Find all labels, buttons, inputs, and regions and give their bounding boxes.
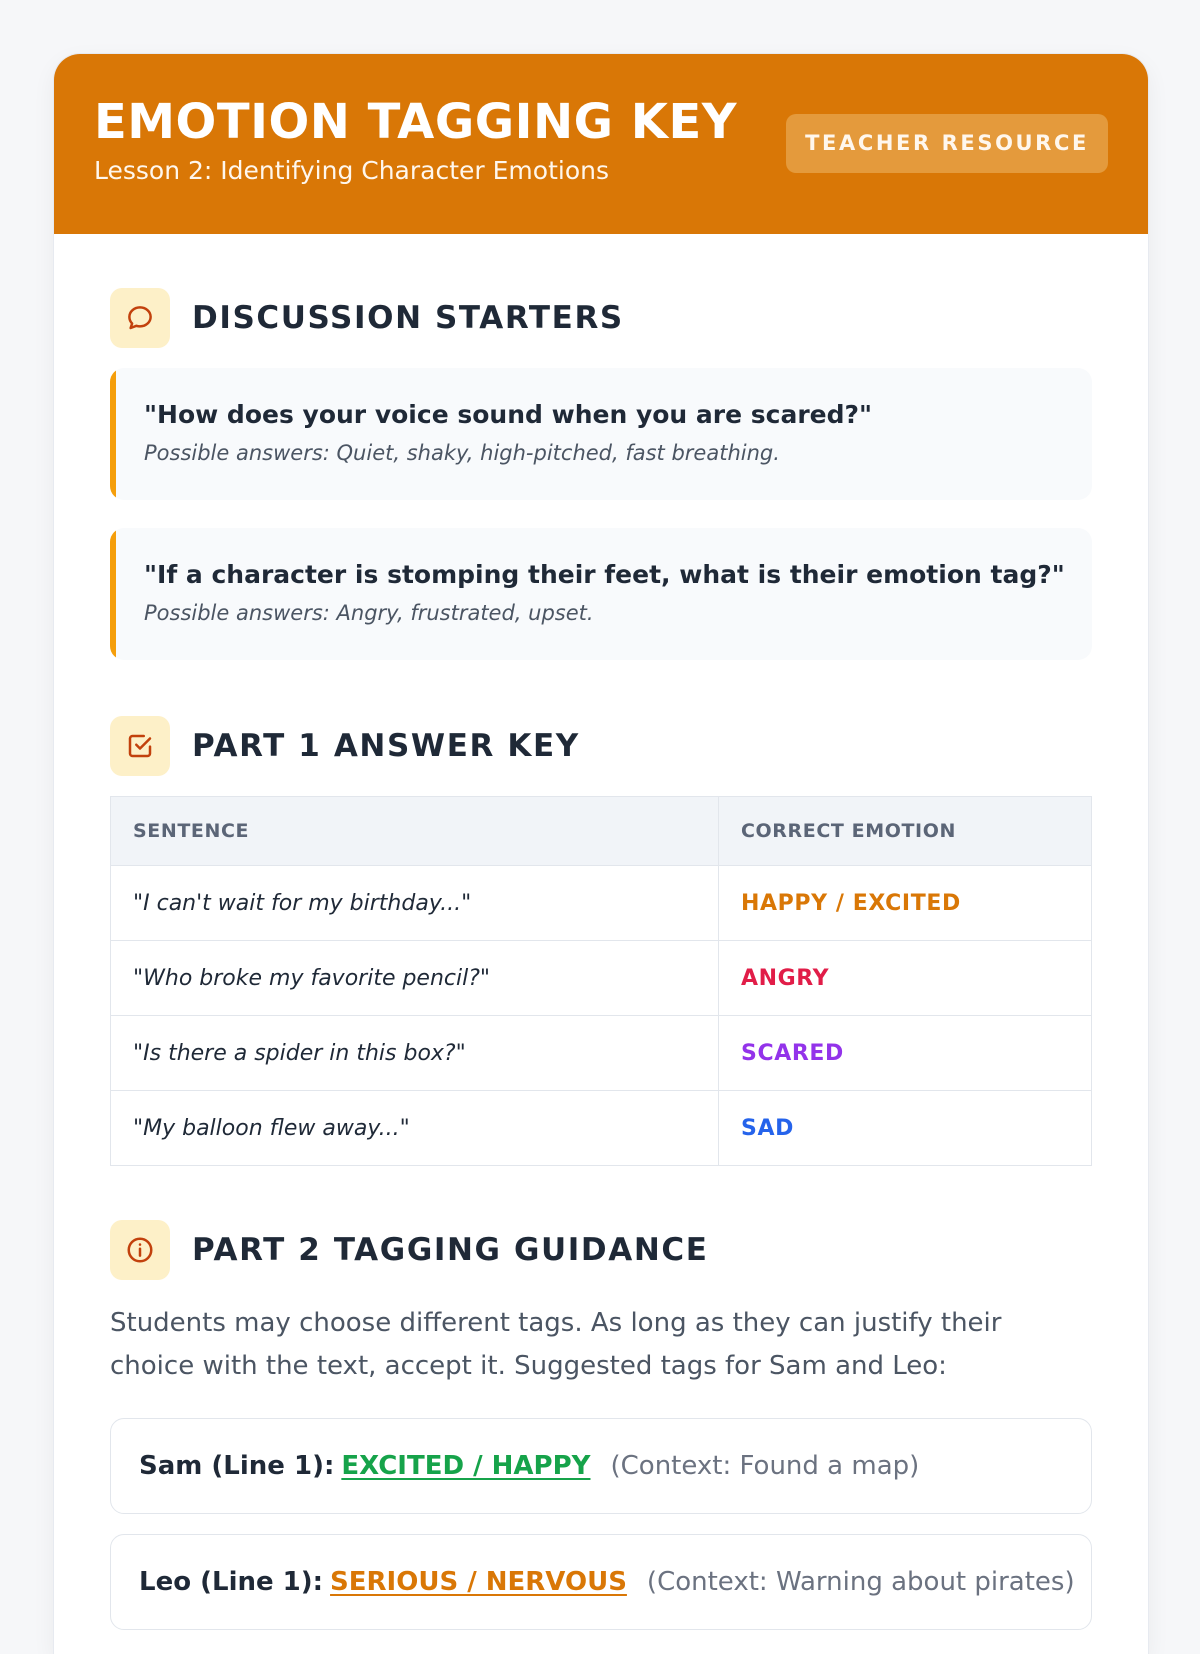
discussion-section-header: [110, 288, 1092, 348]
column-header-sentence: SENTENCE: [111, 797, 719, 865]
sentence-cell: "I can't wait for my birthday...": [111, 866, 719, 940]
part1-title: PART 1 ANSWER KEY: [192, 728, 580, 764]
emotion-cell: HAPPY / EXCITED: [741, 890, 961, 916]
discussion-answer: Possible answers: Angry, frustrated, upset.: [144, 601, 594, 625]
table-row: [111, 940, 1091, 1015]
emotion-cell: ANGRY: [741, 965, 830, 991]
discussion-question: "How does your voice sound when you are scared?": [144, 400, 873, 429]
worksheet-page: [54, 54, 1148, 1654]
table-row: [111, 865, 1091, 940]
tag-character: Leo (Line 1):: [139, 1567, 324, 1597]
tag-context: (Context: Found a map): [610, 1451, 920, 1481]
info-icon: [110, 1220, 170, 1280]
tag-context: (Context: Warning about pirates): [646, 1567, 1075, 1597]
content-area: [54, 288, 1148, 1630]
discussion-item: [110, 368, 1092, 500]
teacher-resource-badge: TEACHER RESOURCE: [786, 114, 1108, 173]
tag-emotion: EXCITED / HAPPY: [341, 1451, 591, 1481]
table-row: [111, 1015, 1091, 1090]
page-subtitle: Lesson 2: Identifying Character Emotions: [94, 156, 609, 185]
discussion-title: DISCUSSION STARTERS: [192, 300, 624, 336]
table-header-row: [111, 797, 1091, 865]
discussion-question: "If a character is stomping their feet, what is their emotion tag?": [144, 560, 1065, 589]
sentence-cell: "My balloon flew away...": [111, 1091, 719, 1165]
part1-section-header: [110, 716, 1092, 776]
emotion-cell: SAD: [741, 1115, 794, 1141]
column-header-emotion: CORRECT EMOTION: [741, 820, 956, 842]
header-banner: [54, 54, 1148, 234]
sentence-cell: "Who broke my favorite pencil?": [111, 941, 719, 1015]
page-title: EMOTION TAGGING KEY: [94, 94, 737, 150]
emotion-cell: SCARED: [741, 1040, 844, 1066]
part2-section-header: [110, 1220, 1092, 1280]
guidance-text: Students may choose different tags. As long as they can justify their choice with the text, accept it. Suggested tags for Sam and Leo:: [110, 1308, 1002, 1381]
suggested-tag-card: [110, 1418, 1092, 1514]
discussion-list: [110, 368, 1092, 660]
discussion-item: [110, 528, 1092, 660]
part2-title: PART 2 TAGGING GUIDANCE: [192, 1232, 709, 1268]
tag-emotion: SERIOUS / NERVOUS: [330, 1567, 627, 1597]
checkbox-icon: [110, 716, 170, 776]
answer-key-table: [110, 796, 1092, 1166]
speech-bubble-icon: [110, 288, 170, 348]
tag-character: Sam (Line 1):: [139, 1451, 335, 1481]
suggested-tag-card: [110, 1534, 1092, 1630]
sentence-cell: "Is there a spider in this box?": [111, 1016, 719, 1090]
table-row: [111, 1090, 1091, 1165]
discussion-answer: Possible answers: Quiet, shaky, high-pitched, fast breathing.: [144, 441, 780, 465]
